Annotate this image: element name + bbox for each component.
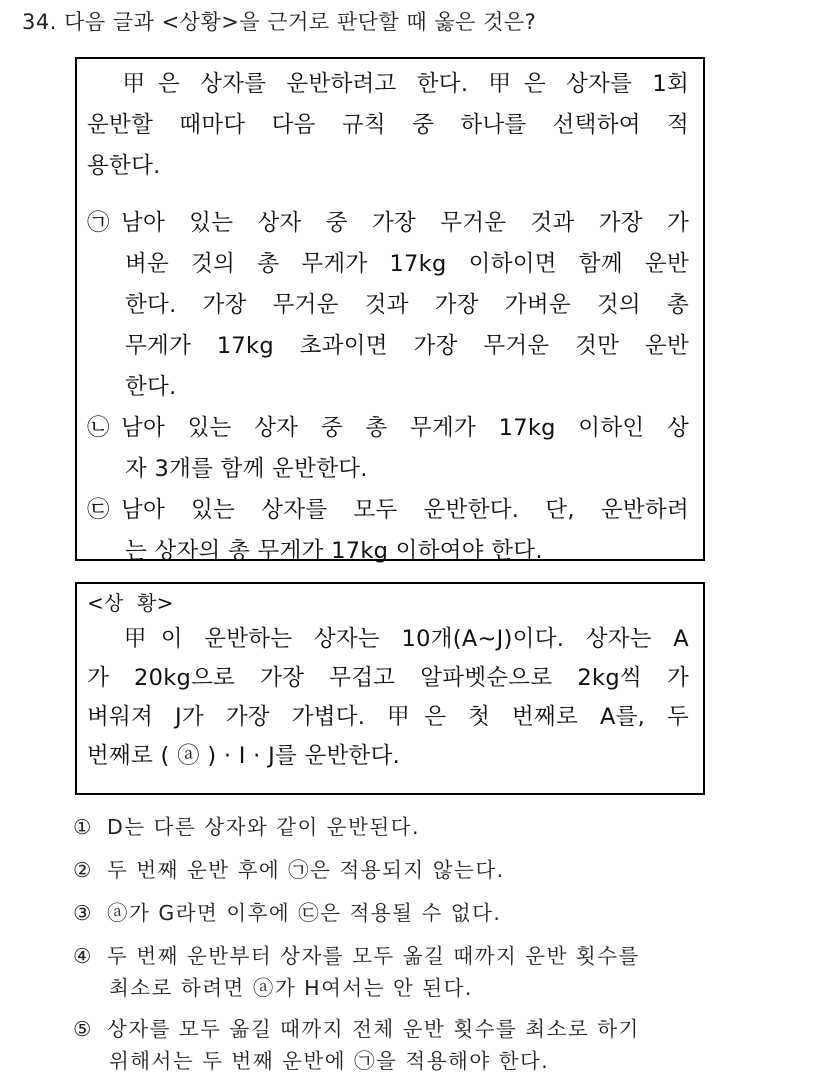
intro-line: 운반할 때마다 다음 규칙 중 하나를 선택하여 적 — [87, 112, 689, 138]
rules-intro — [87, 64, 689, 187]
rule-text: 무게가 17kg 초과이면 가장 무거운 것만 운반 — [125, 333, 689, 359]
choice-text: 최소로 하려면 ⓐ가 H여서는 안 된다. — [109, 976, 473, 1000]
rule-text: 남아 있는 상자 중 총 무게가 17kg 이하인 상 — [121, 415, 689, 441]
choice-text: D는 다른 상자와 같이 운반된다. — [107, 815, 421, 839]
choice-3[interactable] — [73, 896, 773, 930]
choice-text: 두 번째 운반 후에 ㉠은 적용되지 않는다. — [107, 858, 505, 882]
rule-marker: ㉡ — [87, 415, 110, 441]
choice-1[interactable] — [73, 810, 773, 844]
situation-box — [75, 582, 705, 795]
intro-line: 甲은 상자를 운반하려고 한다. 甲은 상자를 1회 — [87, 71, 689, 97]
rule-text: 남아 있는 상자 중 가장 무거운 것과 가장 가 — [121, 210, 689, 236]
choice-number: ② — [73, 858, 93, 882]
choice-text: 위해서는 두 번째 운반에 ㉠을 적용해야 한다. — [109, 1049, 550, 1073]
choice-4[interactable] — [73, 939, 773, 1003]
choice-5[interactable] — [73, 1012, 773, 1076]
situation-line: 번째로 ( ⓐ ) · I · J를 운반한다. — [87, 743, 401, 769]
choice-number: ③ — [73, 901, 93, 925]
rule-text: 벼운 것의 총 무게가 17kg 이하이면 함께 운반 — [125, 251, 689, 277]
choice-text: 상자를 모두 옮길 때까지 전체 운반 횟수를 최소로 하기 — [107, 1017, 640, 1041]
rule-text: 한다. — [125, 374, 177, 400]
intro-line: 용한다. — [87, 153, 161, 179]
choice-text: ⓐ가 G라면 이후에 ㉢은 적용될 수 없다. — [107, 901, 502, 925]
question-title: 34. 다음 글과 <상황>을 근거로 판단할 때 옳은 것은? — [22, 10, 537, 34]
choice-number: ⑤ — [73, 1017, 93, 1041]
rule-marker: ㉠ — [87, 210, 110, 236]
rules-box — [75, 57, 705, 564]
rule-list — [87, 203, 689, 572]
choice-number: ④ — [73, 944, 93, 968]
situation-line: 가 20kg으로 가장 무겁고 알파벳순으로 2kg씩 가 — [87, 665, 689, 691]
choice-2[interactable] — [73, 853, 773, 887]
rule-text: 는 상자의 총 무게가 17kg 이하여야 한다. — [125, 538, 543, 564]
rule-text: 한다. 가장 무거운 것과 가장 가벼운 것의 총 — [125, 292, 689, 318]
rule-item-giyeok — [87, 203, 689, 408]
rule-text: 남아 있는 상자를 모두 운반한다. 단, 운반하려 — [121, 497, 689, 523]
choice-text: 두 번째 운반부터 상자를 모두 옮길 때까지 운반 횟수를 — [107, 944, 640, 968]
rule-text: 자 3개를 함께 운반한다. — [125, 456, 368, 482]
situation-line: 甲이 운반하는 상자는 10개(A~J)이다. 상자는 A — [87, 626, 689, 652]
rule-item-nieun — [87, 408, 689, 490]
choice-number: ① — [73, 815, 93, 839]
rule-marker: ㉢ — [87, 497, 110, 523]
situation-title: <상 황> — [87, 591, 174, 615]
answer-choices — [73, 810, 773, 1085]
rule-item-digeut — [87, 490, 689, 572]
situation-line: 벼워져 J가 가장 가볍다. 甲은 첫 번째로 A를, 두 — [87, 704, 689, 730]
